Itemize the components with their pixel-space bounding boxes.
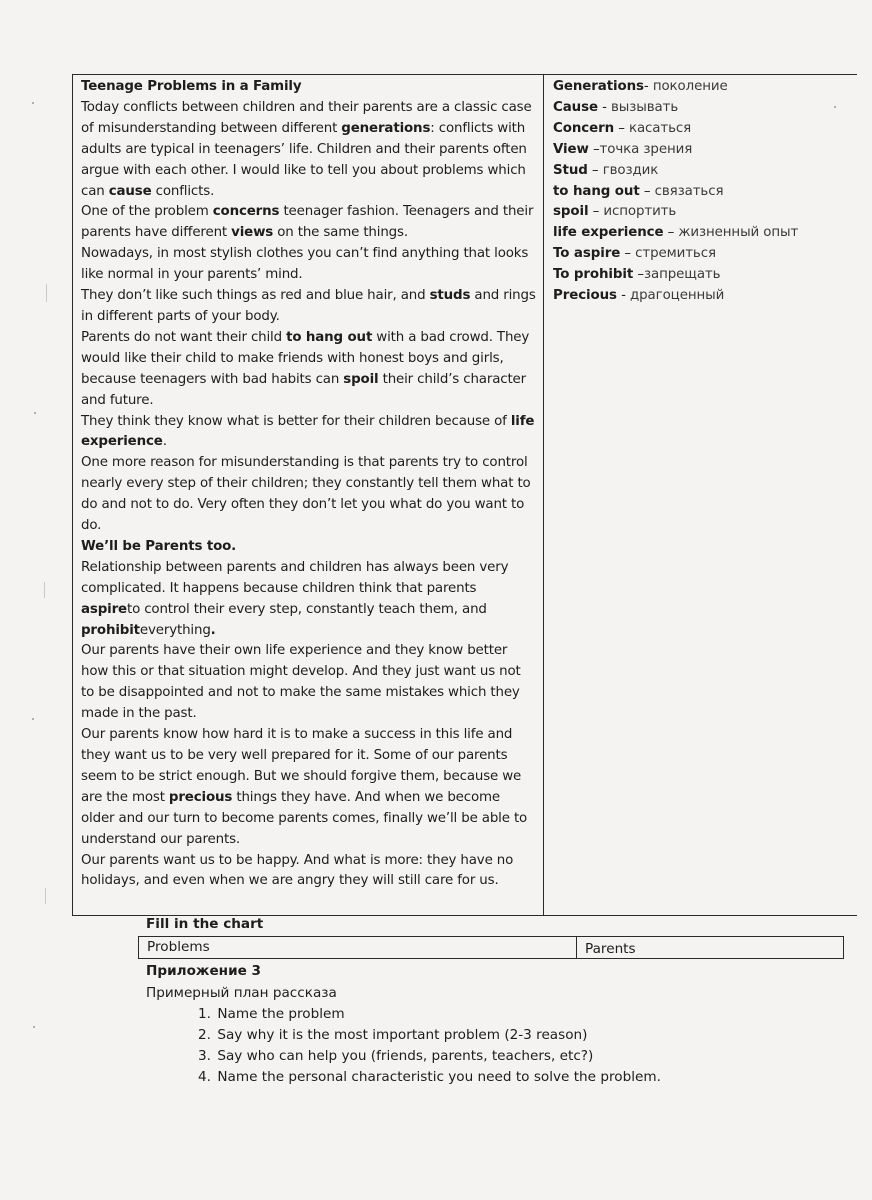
- glossary-item: spoil – испортить: [553, 204, 677, 220]
- scan-line: [45, 888, 46, 904]
- plan-title: Примерный план рассказа: [146, 985, 337, 1001]
- scan-speck: [32, 102, 34, 104]
- section-heading: We’ll be Parents too.: [81, 538, 237, 554]
- glossary-item: Cause - вызывать: [553, 99, 679, 115]
- paragraph-4: They don’t like such things as red and blue hair, and studs and rings in different parts of your body.: [81, 288, 536, 324]
- article-title: Teenage Problems in a Family: [81, 79, 302, 94]
- list-item: 2. Say why it is the most important problem (2-3 reason): [198, 1027, 588, 1043]
- glossary-item: Generations- поколение: [553, 79, 728, 94]
- fill-chart-title: Fill in the chart: [146, 916, 264, 932]
- paragraph-9: Our parents have their own life experience and they know better how this or that situation might develop. And they just want us not to be disappointed and not to make the same mistakes which they made in the past.: [81, 643, 521, 722]
- scan-speck: [34, 412, 36, 414]
- scan-speck: [834, 106, 836, 108]
- list-item: 1. Name the problem: [198, 1006, 345, 1022]
- paragraph-11: Our parents want us to be happy. And what is more: they have no holidays, and even when we are angry they will still care for us.: [81, 852, 514, 889]
- article-column: [72, 75, 544, 915]
- list-item: 3. Say who can help you (friends, parents, teachers, etc?): [198, 1048, 594, 1064]
- glossary-item: Stud – гвоздик: [553, 162, 659, 178]
- paragraph-7: One more reason for misunderstanding is that parents try to control nearly every step of their children; they constantly tell them what to do and not to do. Very often they don’t let you what do you want to do.: [81, 455, 531, 534]
- glossary-item: to hang out – связаться: [553, 183, 724, 199]
- paragraph-3: Nowadays, in most stylish clothes you can’t find anything that looks like normal in your parents’ mind.: [81, 246, 529, 283]
- paragraph-1: Today conflicts between children and their parents are a classic case of misunderstanding between different generations: conflicts with adults are typical in teenagers’ life. Children and their parents often argue with each other. I would like to tell you about problems which can cause conflicts.: [81, 99, 532, 199]
- glossary-item: Precious - драгоценный: [553, 288, 725, 304]
- paragraph-10: Our parents know how hard it is to make a success in this life and they want us to be very well prepared for it. Some of our parents seem to be strict enough. But we should forgive them, because we are the most precious things they have. And when we become older and our turn to become parents comes, finally we’ll be able to understand our parents.: [81, 727, 528, 847]
- paragraph-6: They think they know what is better for their children because of life experience.: [81, 413, 535, 450]
- problems-header-cell: Problems: [139, 937, 577, 958]
- glossary-item: View –точка зрения: [553, 141, 693, 157]
- appendix-title: Приложение 3: [146, 963, 262, 979]
- glossary-item: To aspire – стремиться: [553, 246, 716, 262]
- scan-line: [44, 582, 45, 598]
- glossary-item: To prohibit –запрещать: [553, 267, 721, 283]
- paragraph-2: One of the problem concerns teenager fashion. Teenagers and their parents have different views on the same things.: [81, 204, 534, 241]
- list-item: 4. Name the personal characteristic you need to solve the problem.: [198, 1069, 661, 1085]
- glossary-column: [545, 75, 857, 915]
- scan-speck: [32, 718, 34, 720]
- paragraph-5: Parents do not want their child to hang out with a bad crowd. They would like their child to make friends with honest boys and girls, because teenagers with bad habits can spoil their child’s character and future.: [81, 329, 530, 408]
- scan-speck: [33, 1026, 35, 1028]
- glossary-item: Concern – касаться: [553, 120, 692, 136]
- lesson-table: [72, 74, 857, 916]
- fill-chart-table: [138, 936, 844, 959]
- plan-list: [198, 1004, 661, 1088]
- scan-line: [46, 284, 47, 302]
- paragraph-8: Relationship between parents and children has always been very complicated. It happens because children think that parents aspireto control their every step, constantly teach them, and prohibiteverything.: [81, 559, 509, 638]
- parents-header-cell: Parents: [585, 941, 636, 957]
- glossary-item: life experience – жизненный опыт: [553, 225, 799, 241]
